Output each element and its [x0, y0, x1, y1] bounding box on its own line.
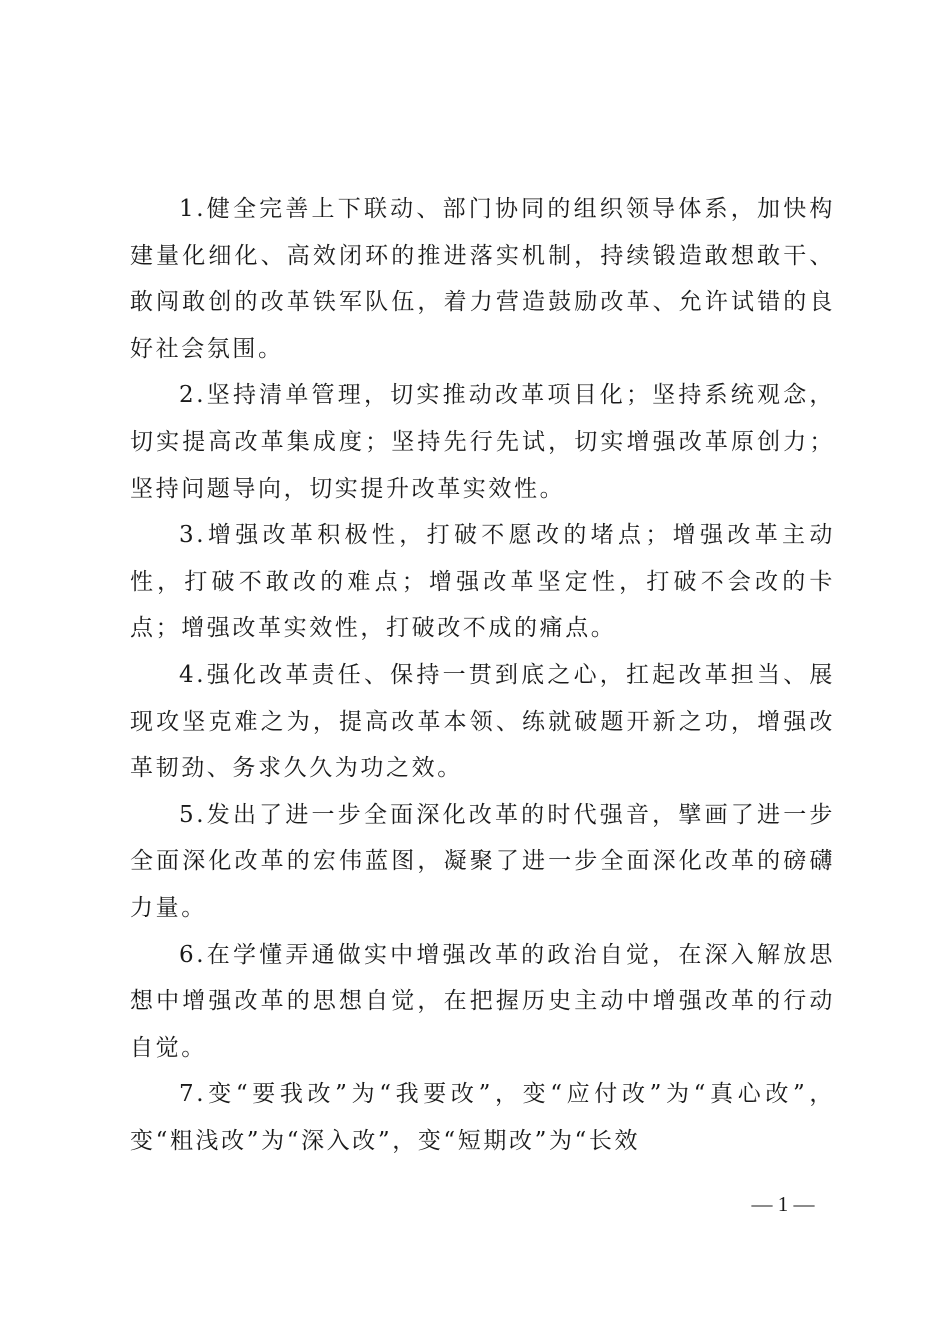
paragraph-7: 7.变“要我改”为“我要改”，变“应付改”为“真心改”，变“粗浅改”为“深入改”，变“短期改”为“长效 [130, 1081, 835, 1154]
page-number: — 1 — [751, 1192, 815, 1216]
paragraph-5: 5.发出了进一步全面深化改革的时代强音，擘画了进一步全面深化改革的宏伟蓝图，凝聚了进一步全面深化改革的磅礴力量。 [130, 801, 835, 921]
paragraph-4: 4.强化改革责任、保持一贯到底之心，扛起改革担当、展现攻坚克难之为，提高改革本领、练就破题开新之功，增强改革韧劲、务求久久为功之效。 [130, 661, 835, 782]
paragraph-1: 1.健全完善上下联动、部门协同的组织领导体系，加快构建量化细化、高效闭环的推进落实机制，持续锻造敢想敢干、敢闯敢创的改革铁军队伍，着力营造鼓励改革、允许试错的良好社会氛围。 [130, 196, 835, 362]
paragraph-6: 6.在学懂弄通做实中增强改革的政治自觉，在深入解放思想中增强改革的思想自觉，在把握历史主动中增强改革的行动自觉。 [130, 941, 835, 1061]
paragraph-2: 2.坚持清单管理，切实推动改革项目化；坚持系统观念，切实提高改革集成度；坚持先行先试，切实增强改革原创力；坚持问题导向，切实提升改革实效性。 [130, 382, 835, 502]
document-body [130, 186, 835, 1164]
paragraph-3: 3.增强改革积极性，打破不愿改的堵点；增强改革主动性，打破不敢改的难点；增强改革坚定性，打破不会改的卡点；增强改革实效性，打破改不成的痛点。 [130, 522, 835, 642]
